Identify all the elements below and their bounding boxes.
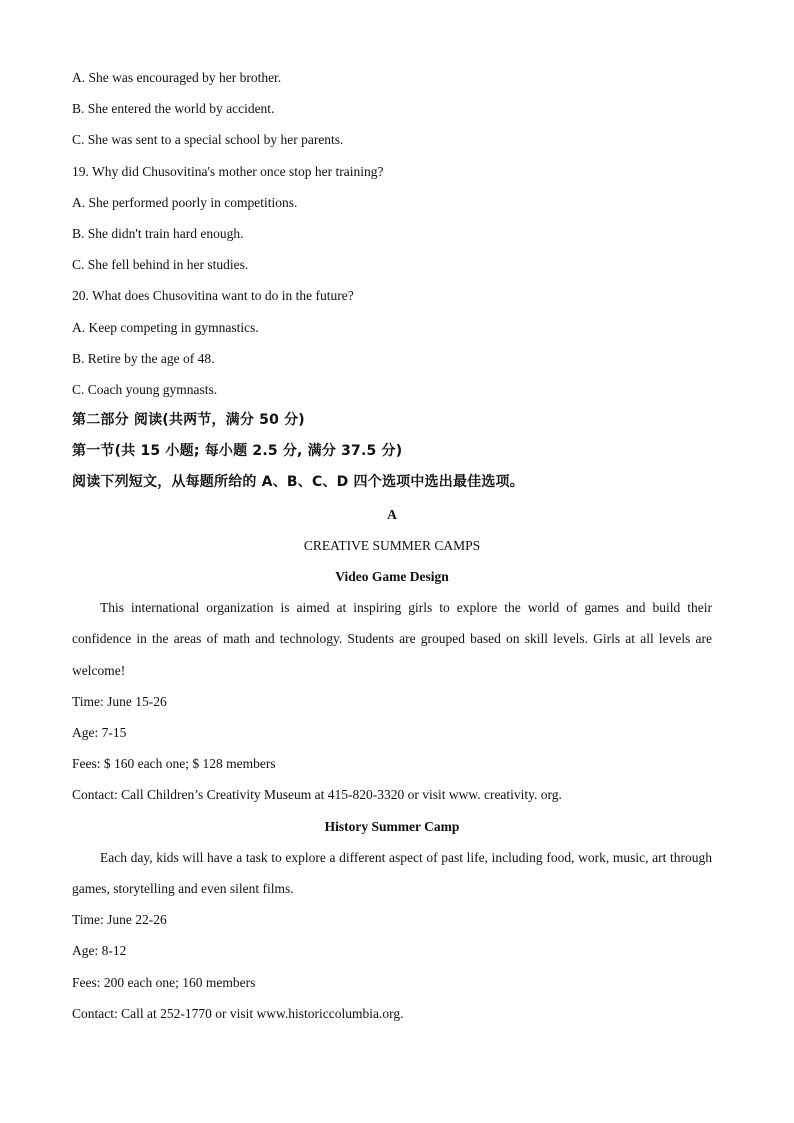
option-c: C. Coach young gymnasts. <box>72 381 218 397</box>
camp-history-summer-camp <box>72 811 712 1029</box>
camp-fees: Fees: 200 each one; 160 members <box>72 974 256 990</box>
camp-name: History Summer Camp <box>324 818 460 834</box>
option-b: B. She didn't train hard enough. <box>72 225 244 241</box>
question-text: 20. What does Chusovitina want to do in the future? <box>72 288 354 304</box>
question-19 <box>72 156 712 281</box>
question-18-options <box>72 62 712 156</box>
instructions: 阅读下列短文，从每题所给的 A、B、C、D 四个选项中选出最佳选项。 <box>72 474 524 491</box>
passage-letter: A <box>387 506 397 522</box>
option-c: C. She was sent to a special school by her parents. <box>72 132 344 148</box>
option-b: B. She entered the world by accident. <box>72 101 275 117</box>
camp-age: Age: 7-15 <box>72 724 127 740</box>
camp-name: Video Game Design <box>335 569 449 584</box>
passage-title: CREATIVE SUMMER CAMPS <box>303 537 481 553</box>
camp-description: Each day, kids will have a task to explore a different aspect of past life, including food, work, music, art through games, storytelling and even silent films. <box>72 849 712 896</box>
camp-description: This international organization is aimed at inspiring girls to explore the world of games and build their confidence in the areas of math and technology. Students are grouped based on skill levels. Girls at all levels are welcome! <box>72 600 712 678</box>
question-20 <box>72 280 712 405</box>
option-a: A. She was encouraged by her brother. <box>72 70 282 85</box>
camp-video-game-design <box>72 561 712 811</box>
document-page <box>72 62 712 1029</box>
option-a: A. Keep competing in gymnastics. <box>72 319 259 335</box>
option-c: C. She fell behind in her studies. <box>72 257 249 273</box>
question-text: 19. Why did Chusovitina's mother once stop her training? <box>72 163 384 179</box>
reading-section-header <box>72 405 712 499</box>
camp-time: Time: June 15-26 <box>72 693 167 709</box>
option-b: B. Retire by the age of 48. <box>72 350 215 366</box>
camp-fees: Fees: $ 160 each one; $ 128 members <box>72 756 276 772</box>
part-heading: 第二部分 阅读(共两节，满分 50 分) <box>72 412 305 429</box>
camp-contact: Contact: Call Children’s Creativity Museum at 415-820-3320 or visit www. creativity. org. <box>72 787 562 803</box>
camp-contact: Contact: Call at 252-1770 or visit www.historiccolumbia.org. <box>72 1005 404 1021</box>
camp-time: Time: June 22-26 <box>72 912 167 928</box>
camp-age: Age: 8-12 <box>72 943 127 959</box>
option-a: A. She performed poorly in competitions. <box>72 194 298 210</box>
passage-a <box>72 499 712 1029</box>
section-heading: 第一节(共 15 小题; 每小题 2.5 分, 满分 37.5 分) <box>72 443 403 460</box>
